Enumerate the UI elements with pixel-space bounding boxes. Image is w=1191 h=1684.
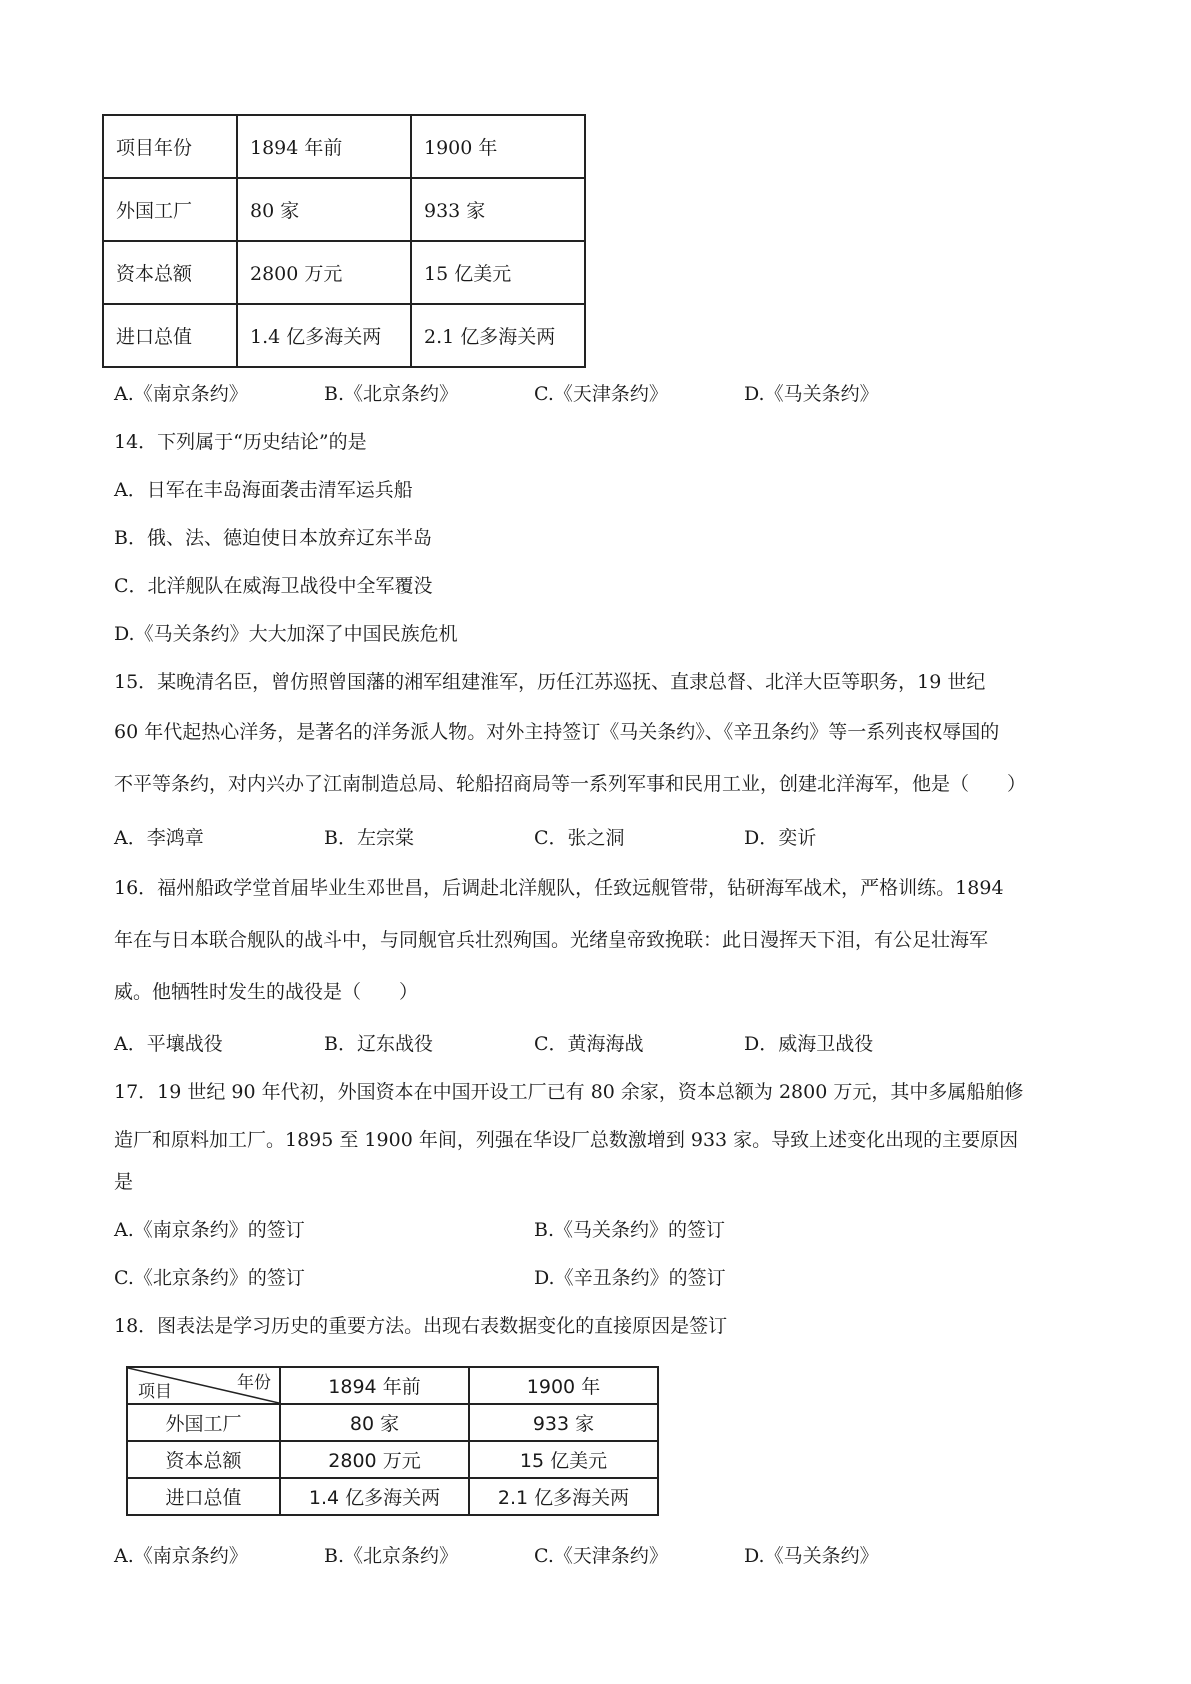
- q15-stem-line-3: 不平等条约，对内兴办了江南制造总局、轮船招商局等一系列军事和民用工业，创建北洋海军，他是（ ）: [114, 773, 1027, 795]
- q16-option-d: D．威海卫战役: [744, 1033, 874, 1055]
- table-row: [127, 1367, 658, 1404]
- q14-option-a: A．日军在丰岛海面袭击清军运兵船: [114, 479, 413, 501]
- table-cell: 2.1 亿多海关两: [411, 304, 585, 367]
- table-cell: 外国工厂: [127, 1404, 280, 1441]
- q13-option-b: B.《北京条约》: [324, 383, 459, 405]
- table-cell: 15 亿美元: [411, 241, 585, 304]
- table-cell: 933 家: [469, 1404, 658, 1441]
- q16-stem-line-3: 威。他牺牲时发生的战役是（ ）: [114, 981, 419, 1003]
- table-cell: 933 家: [411, 178, 585, 241]
- q18-option-d: D.《马关条约》: [744, 1545, 879, 1567]
- q15-stem-line-2: 60 年代起热心洋务，是著名的洋务派人物。对外主持签订《马关条约》、《辛丑条约》等一系列丧权辱国的: [114, 721, 1000, 743]
- table-row: [103, 304, 585, 367]
- q14-option-c: C．北洋舰队在威海卫战役中全军覆没: [114, 575, 433, 597]
- q16-option-c: C．黄海海战: [534, 1033, 644, 1055]
- table-cell: 1900 年: [469, 1367, 658, 1404]
- table-cell: 1900 年: [411, 115, 585, 178]
- q18-option-b: B.《北京条约》: [324, 1545, 459, 1567]
- table-row: [127, 1478, 658, 1515]
- q15-option-d: D．奕䜣: [744, 827, 817, 849]
- q17-option-a: A.《南京条约》的签订: [114, 1219, 305, 1241]
- data-table-2: [126, 1366, 659, 1516]
- q18-stem: 18．图表法是学习历史的重要方法。出现右表数据变化的直接原因是签订: [114, 1315, 728, 1337]
- table-cell: 1894 年前: [237, 115, 411, 178]
- table-row: [103, 115, 585, 178]
- table-cell: 2800 万元: [237, 241, 411, 304]
- table-cell: 80 家: [237, 178, 411, 241]
- q13-option-c: C.《天津条约》: [534, 383, 668, 405]
- q17-stem-line-1: 17．19 世纪 90 年代初，外国资本在中国开设工厂已有 80 余家，资本总额为 2800 万元，其中多属船舶修: [114, 1081, 1024, 1103]
- table-cell: 资本总额: [127, 1441, 280, 1478]
- table-cell: 外国工厂: [103, 178, 237, 241]
- q15-option-a: A．李鸿章: [114, 827, 204, 849]
- q15-stem-line-1: 15．某晚清名臣，曾仿照曾国藩的湘军组建淮军，历任江苏巡抚、直隶总督、北洋大臣等职务，19 世纪: [114, 671, 986, 693]
- q14-option-d: D.《马关条约》大大加深了中国民族危机: [114, 623, 458, 645]
- table-row: [127, 1441, 658, 1478]
- table-cell: 80 家: [280, 1404, 469, 1441]
- q17-option-d: D.《辛丑条约》的签订: [534, 1267, 726, 1289]
- q13-option-a: A.《南京条约》: [114, 383, 248, 405]
- q16-stem-line-2: 年在与日本联合舰队的战斗中，与同舰官兵壮烈殉国。光绪皇帝致挽联：此日漫挥天下泪，有公足壮海军: [114, 929, 989, 951]
- table-cell: 资本总额: [103, 241, 237, 304]
- q14-stem: 14．下列属于“历史结论”的是: [114, 431, 367, 453]
- q16-option-a: A．平壤战役: [114, 1033, 223, 1055]
- q16-option-b: B．辽东战役: [324, 1033, 433, 1055]
- q17-option-c: C.《北京条约》的签订: [114, 1267, 305, 1289]
- table-cell: 1.4 亿多海关两: [237, 304, 411, 367]
- q15-option-b: B．左宗棠: [324, 827, 414, 849]
- q16-stem-line-1: 16．福州船政学堂首届毕业生邓世昌，后调赴北洋舰队，任致远舰管带，钻研海军战术，严格训练。1894: [114, 877, 1004, 899]
- table-cell: 项目年份: [103, 115, 237, 178]
- q14-option-b: B．俄、法、德迫使日本放弃辽东半岛: [114, 527, 432, 549]
- table-row: [127, 1404, 658, 1441]
- table-cell: 15 亿美元: [469, 1441, 658, 1478]
- data-table-1: [102, 114, 586, 368]
- q17-stem-line-3: 是: [114, 1171, 134, 1193]
- table-row: [103, 241, 585, 304]
- corner-label-item: 项目: [138, 1382, 172, 1402]
- q17-stem-line-2: 造厂和原料加工厂。1895 至 1900 年间，列强在华设厂总数激增到 933 家。导致上述变化出现的主要原因: [114, 1129, 1019, 1151]
- table-cell: 2800 万元: [280, 1441, 469, 1478]
- table-cell: 1.4 亿多海关两: [280, 1478, 469, 1515]
- q15-option-c: C．张之洞: [534, 827, 625, 849]
- table-cell: 进口总值: [103, 304, 237, 367]
- q17-option-b: B.《马关条约》的签订: [534, 1219, 726, 1241]
- q18-option-c: C.《天津条约》: [534, 1545, 668, 1567]
- table-row: [103, 178, 585, 241]
- q13-option-d: D.《马关条约》: [744, 383, 879, 405]
- table-cell: 进口总值: [127, 1478, 280, 1515]
- corner-label-year: 年份: [237, 1373, 271, 1393]
- table-cell: 2.1 亿多海关两: [469, 1478, 658, 1515]
- table-corner-cell: [127, 1367, 280, 1404]
- table-cell: 1894 年前: [280, 1367, 469, 1404]
- q18-option-a: A.《南京条约》: [114, 1545, 248, 1567]
